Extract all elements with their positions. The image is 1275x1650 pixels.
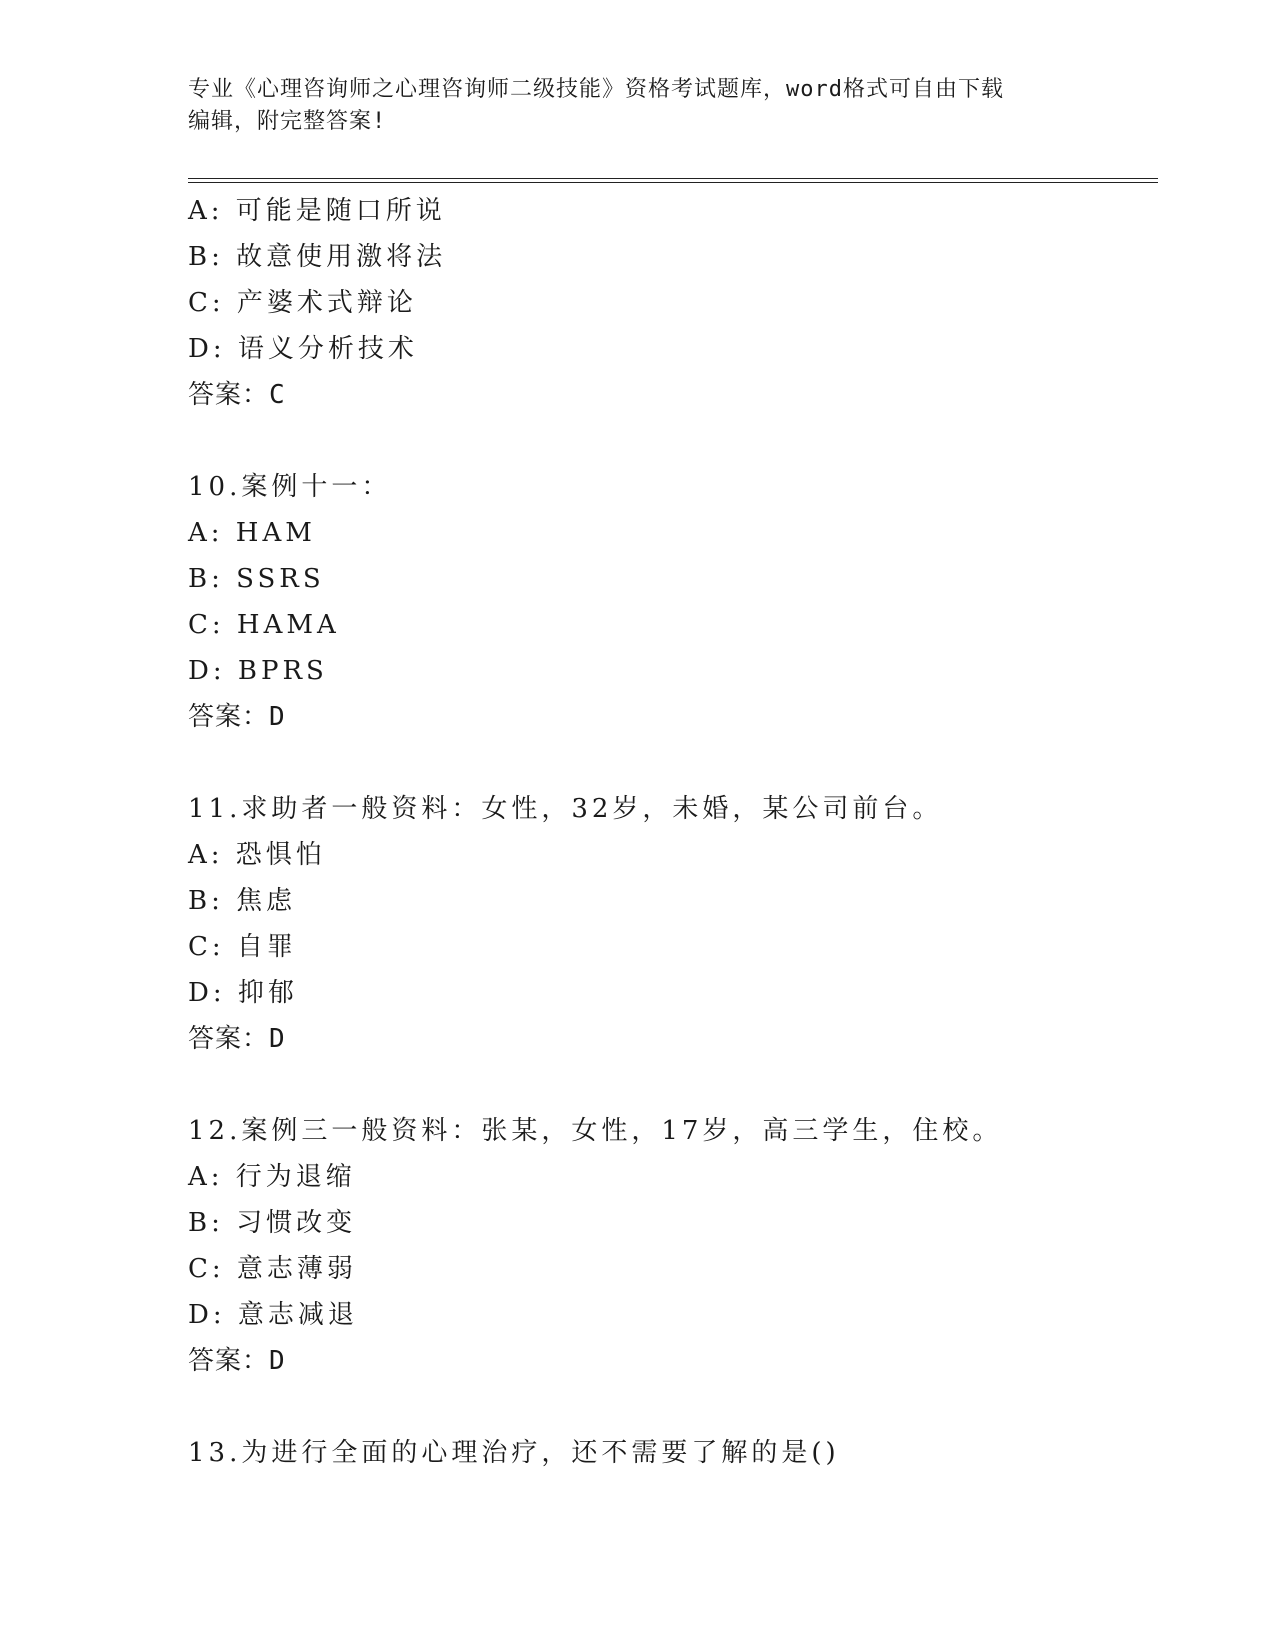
option-a: A: 恐惧怕 (188, 840, 326, 870)
question-text: 12.案例三一般资料：张某，女性，17岁，高三学生，住校。 (188, 1116, 1003, 1146)
spacer (188, 740, 1158, 786)
spacer (188, 1384, 1158, 1430)
option-a: A: 行为退缩 (188, 1162, 356, 1192)
answer: 答案：D (188, 702, 286, 732)
answer: 答案：D (188, 1024, 286, 1054)
question-13 (188, 1430, 1158, 1476)
header-divider (188, 178, 1158, 183)
question-12 (188, 1108, 1158, 1384)
question-9 (188, 188, 1158, 418)
header-line-2: 编辑，附完整答案! (188, 109, 387, 134)
document-header (188, 74, 1088, 138)
question-text: 13.为进行全面的心理治疗，还不需要了解的是() (188, 1438, 840, 1468)
option-d: D: BPRS (188, 656, 328, 686)
option-c: C: 自罪 (188, 932, 297, 962)
question-text: 11.求助者一般资料：女性，32岁，未婚，某公司前台。 (188, 794, 943, 824)
option-b: B: SSRS (188, 564, 325, 594)
question-11 (188, 786, 1158, 1062)
option-b: B: 习惯改变 (188, 1208, 357, 1238)
answer: 答案：D (188, 1346, 286, 1376)
option-c: C: 产婆术式辩论 (188, 288, 417, 318)
option-a: A: HAM (188, 518, 316, 548)
question-text: 10.案例十一： (188, 472, 392, 502)
option-c: C: 意志薄弱 (188, 1254, 357, 1284)
question-10 (188, 464, 1158, 740)
option-d: D: 意志减退 (188, 1300, 358, 1330)
spacer (188, 1062, 1158, 1108)
answer: 答案：C (188, 380, 286, 410)
option-c: C: HAMA (188, 610, 340, 640)
header-line-1: 专业《心理咨询师之心理咨询师二级技能》资格考试题库，word格式可自由下载 (188, 77, 1004, 102)
spacer (188, 418, 1158, 464)
option-d: D: 语义分析技术 (188, 334, 418, 364)
option-a: A: 可能是随口所说 (188, 196, 446, 226)
question-list (188, 188, 1158, 1476)
option-d: D: 抑郁 (188, 978, 298, 1008)
option-b: B: 故意使用激将法 (188, 242, 447, 272)
option-b: B: 焦虑 (188, 886, 297, 916)
